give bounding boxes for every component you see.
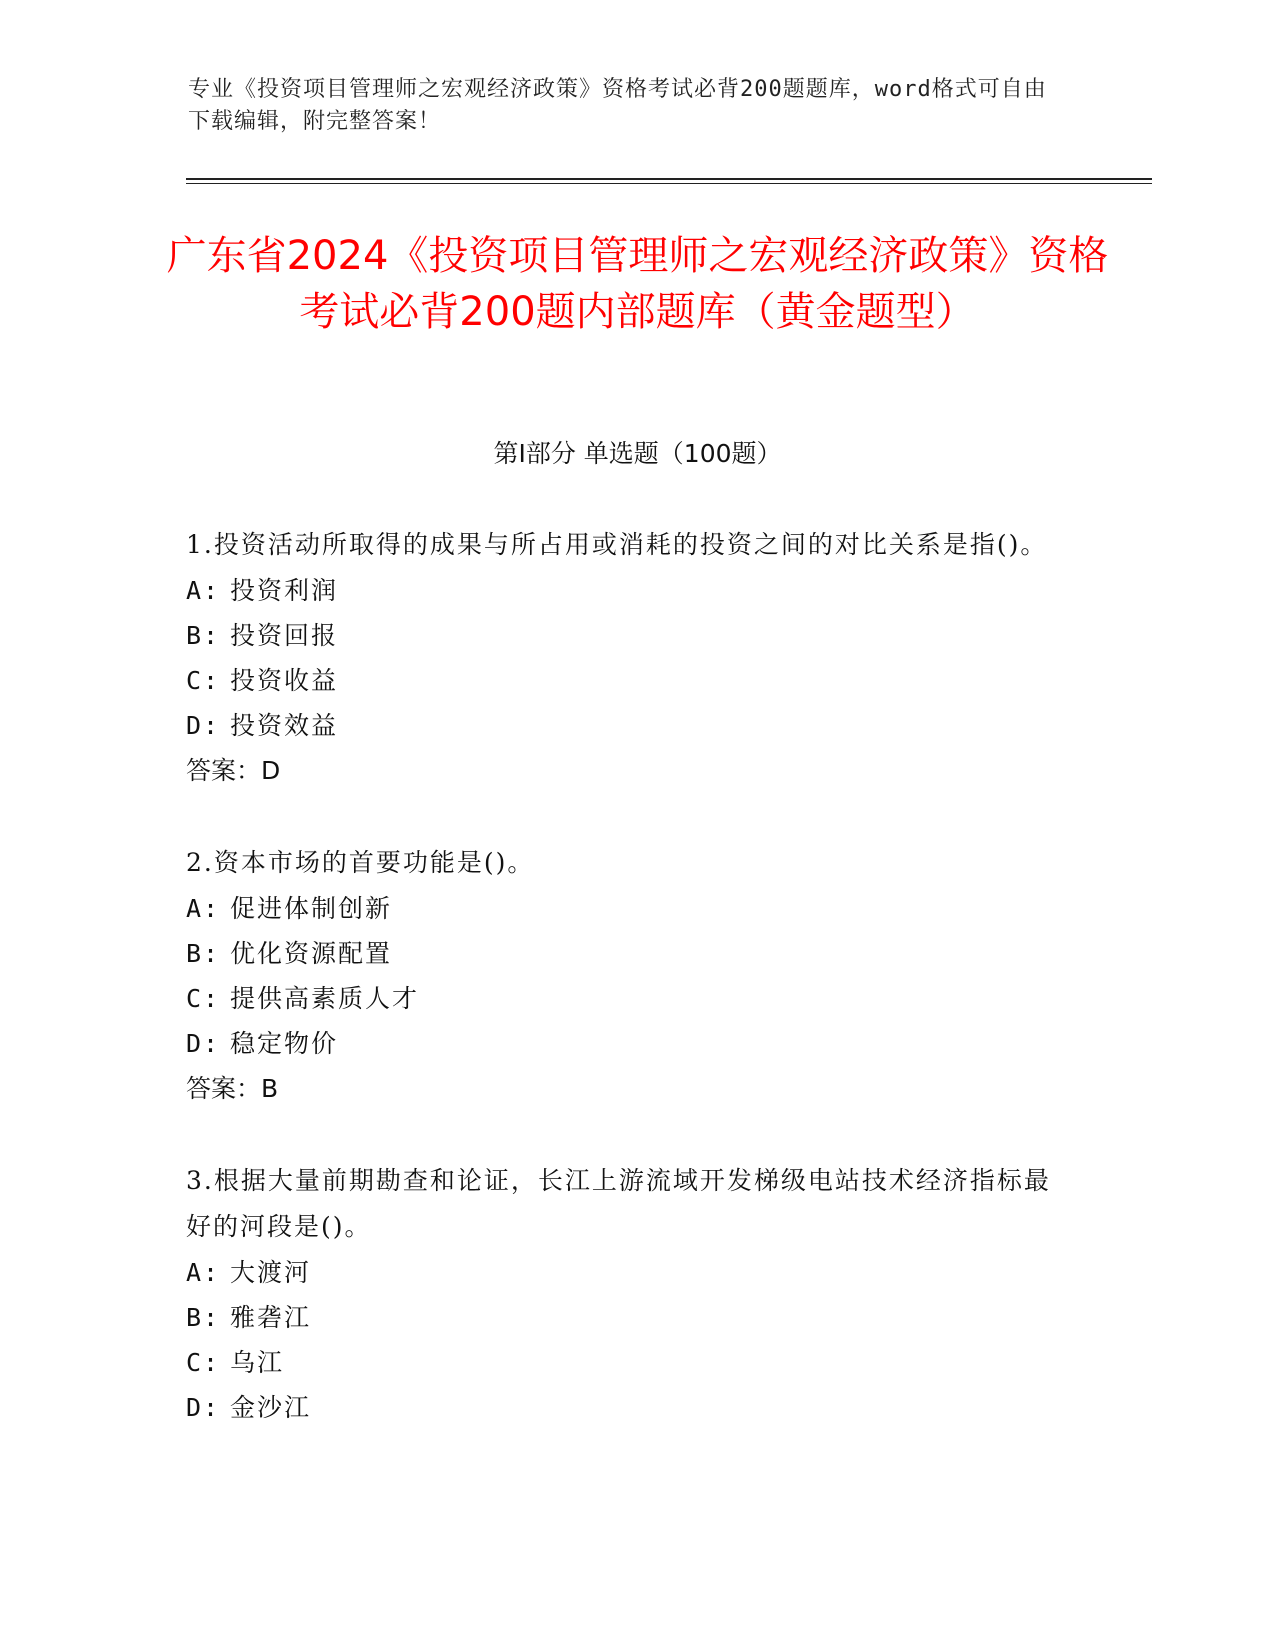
question-stem: 3.根据大量前期勘查和论证，长江上游流域开发梯级电站技术经济指标最好的河段是()。 xyxy=(186,1166,1051,1241)
option-key: C: xyxy=(186,666,221,695)
option-a xyxy=(186,1250,1066,1295)
answer-line: 答案：D xyxy=(186,756,281,785)
question-3 xyxy=(186,1158,1066,1430)
option-text: 投资效益 xyxy=(230,711,339,740)
question-1 xyxy=(186,522,1066,794)
option-b xyxy=(186,931,1066,976)
option-key: D: xyxy=(186,1393,221,1422)
header-divider-thick xyxy=(186,178,1152,180)
option-text: 促进体制创新 xyxy=(230,894,393,923)
option-a xyxy=(186,886,1066,931)
option-text: 优化资源配置 xyxy=(230,939,393,968)
option-text: 金沙江 xyxy=(230,1393,312,1422)
answer-line: 答案：B xyxy=(186,1074,279,1103)
option-key: C: xyxy=(186,984,221,1013)
option-key: C: xyxy=(186,1348,221,1377)
option-c xyxy=(186,658,1066,703)
option-c xyxy=(186,976,1066,1021)
document-title: 广东省2024《投资项目管理师之宏观经济政策》资格考试必背200题内部题库（黄金题型） xyxy=(166,233,1109,335)
header-divider-thin xyxy=(186,183,1152,184)
option-key: A: xyxy=(186,576,221,605)
option-text: 投资回报 xyxy=(230,621,339,650)
option-text: 大渡河 xyxy=(230,1258,312,1287)
option-text: 雅砻江 xyxy=(230,1303,312,1332)
option-key: B: xyxy=(186,939,221,968)
header-note: 专业《投资项目管理师之宏观经济政策》资格考试必背200题题库，word格式可自由下载编辑，附完整答案！ xyxy=(188,77,1047,134)
option-b xyxy=(186,613,1066,658)
section-heading: 第Ⅰ部分 单选题（100题） xyxy=(493,439,782,468)
option-d xyxy=(186,1021,1066,1066)
option-c xyxy=(186,1340,1066,1385)
question-stem: 1.投资活动所取得的成果与所占用或消耗的投资之间的对比关系是指()。 xyxy=(186,530,1048,559)
option-key: B: xyxy=(186,621,221,650)
option-text: 提供高素质人才 xyxy=(230,984,420,1013)
option-text: 投资利润 xyxy=(230,576,339,605)
question-stem: 2.资本市场的首要功能是()。 xyxy=(186,848,535,877)
option-key: A: xyxy=(186,894,221,923)
option-key: D: xyxy=(186,711,221,740)
option-key: B: xyxy=(186,1303,221,1332)
option-text: 乌江 xyxy=(230,1348,285,1377)
question-2 xyxy=(186,840,1066,1112)
option-d xyxy=(186,703,1066,748)
option-b xyxy=(186,1295,1066,1340)
question-list xyxy=(186,522,1066,1476)
option-a xyxy=(186,568,1066,613)
option-text: 投资收益 xyxy=(230,666,339,695)
option-d xyxy=(186,1385,1066,1430)
option-key: A: xyxy=(186,1258,221,1287)
option-key: D: xyxy=(186,1029,221,1058)
option-text: 稳定物价 xyxy=(230,1029,339,1058)
